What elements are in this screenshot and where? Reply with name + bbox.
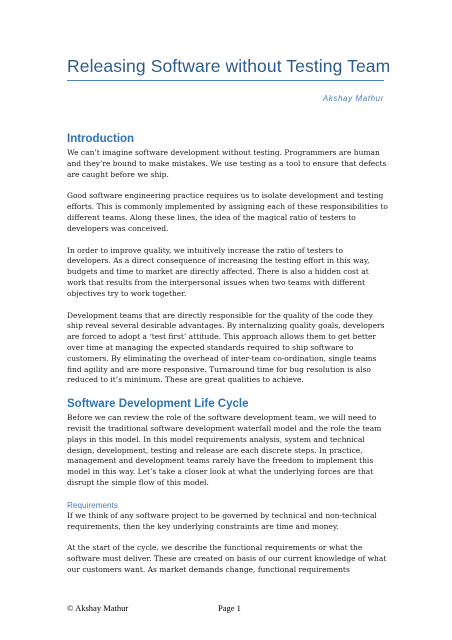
document-body	[67, 132, 389, 587]
intro-paragraph-1: We can’t imagine software development without testing. Programmers are human and they’re bound to make mistakes. We use testing as a tool to ensure that defects are caught before we ship.	[67, 148, 387, 179]
footer-page-number: Page 1	[218, 603, 241, 613]
author-name: Akshay Mathur	[322, 94, 384, 103]
title-underline	[67, 80, 384, 81]
intro-paragraph-4: Development teams that are directly responsible for the quality of the code they ship reveal several desirable advantages. By internalizing quality goals, developers are forced to adopt a ‘test first’ attitude. This approach allows them to get better over time at managing the expected standards required to ship software to customers. By eliminating the overhead of inter-team co-ordination, single teams find agility and are more responsive. Turnaround time for bug resolution is also reduced to it’s minimum. These are great qualities to achieve.	[67, 310, 385, 385]
subsection-heading-requirements: Requirements	[67, 500, 118, 510]
footer-copyright: © Akshay Mathur	[67, 603, 129, 613]
page-footer	[67, 603, 389, 615]
requirements-paragraph-1: If we think of any software project to be governed by technical and non-technical requirements, then the key underlying constraints are time and money.	[67, 510, 377, 531]
intro-paragraph-2: Good software engineering practice requires us to isolate development and testing efforts. This is commonly implemented by assigning each of these responsibilities to different teams. Along these lines, the idea of the magical ratio of testers to developers was conceived.	[67, 191, 388, 233]
sdlc-paragraph-1: Before we can review the role of the software development team, we will need to revisit the traditional software development waterfall model and the role the team plays in this model. In this model requirements analysis, system and technical design, development, testing and release are each discrete steps. In practice, management and development teams rarely have the freedom to implement this model in this way. Let’s take a closer look at what the underlying forces are that disrupt the simple flow of this model.	[67, 413, 382, 487]
section-heading-sdlc: Software Development Life Cycle	[67, 398, 249, 411]
section-heading-introduction: Introduction	[67, 133, 135, 145]
intro-paragraph-3: In order to improve quality, we intuitively increase the ratio of testers to developers. As a direct consequence of increasing the testing effort in this way, budgets and time to market are directly affected. There is also a hidden cost at work that results from the interpersonal issues when two teams with different objectives try to work together.	[67, 245, 370, 298]
document-title: Releasing Software without Testing Team	[67, 56, 391, 76]
requirements-paragraph-2: At the start of the cycle, we describe the functional requirements or what the software must deliver. These are created on basis of our current knowledge of what our customers want. As market demands change, functional requirements	[67, 543, 387, 574]
